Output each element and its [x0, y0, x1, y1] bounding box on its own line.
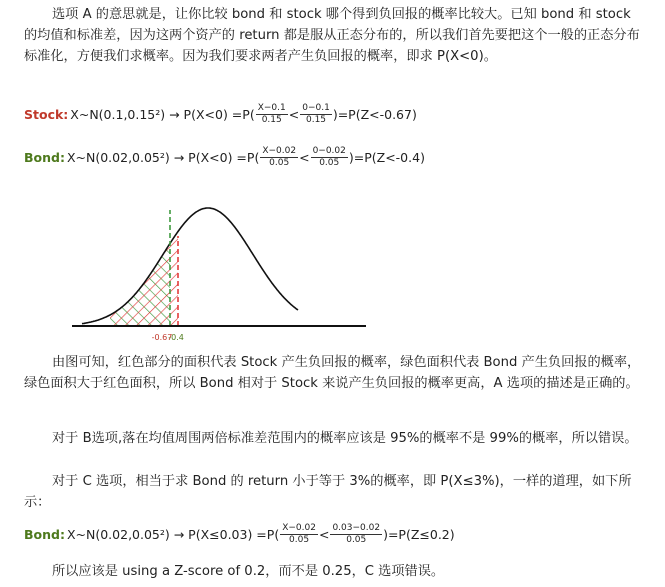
bond-fraction-1-numerator: X−0.02 — [262, 146, 297, 156]
stock-fraction-1 — [256, 103, 288, 126]
bell-curve — [82, 208, 298, 324]
bond2-result: )=P(Z≤0.2) — [383, 527, 455, 542]
bond2-label: Bond: — [24, 527, 65, 542]
bond2-fraction-1-numerator: X−0.02 — [282, 523, 316, 533]
bond2-fraction-2-numerator: 0.03−0.02 — [332, 523, 381, 533]
bond-fraction-1-denominator: 0.05 — [269, 158, 290, 168]
option-b-paragraph: 对于 B选项,落在均值周围两倍标准差范围内的概率应该是 95%的概率不是 99%的概率，所以错误。 — [52, 431, 638, 446]
bond-fraction-2 — [311, 146, 348, 169]
stock-distribution: X~N(0.1,0.15²) → P(X<0) =P( — [70, 107, 255, 122]
bond-fraction-1 — [260, 146, 298, 169]
stock-formula — [24, 103, 417, 126]
bond-fraction-2-denominator: 0.05 — [319, 158, 340, 168]
stock-fraction-1-numerator: X−0.1 — [257, 103, 286, 113]
bond-formula — [24, 146, 425, 169]
stock-less-than: < — [288, 107, 300, 122]
normal-distribution-figure — [70, 188, 370, 350]
stock-fraction-1-denominator: 0.15 — [261, 115, 282, 125]
option-c-paragraph: 对于 C 选项，相当于求 Bond 的 return 小于等于 3%的概率，即 P(X≤3%)，一样的道理，如下所示： — [24, 474, 632, 510]
bond-distribution: X~N(0.02,0.05²) → P(X<0) =P( — [66, 150, 260, 165]
label-bond-z: -0.4 — [168, 333, 184, 342]
bond-fraction-2-numerator: 0−0.02 — [312, 146, 346, 156]
bond-label: Bond: — [24, 150, 65, 165]
bond-less-than: < — [299, 150, 310, 165]
bond2-fraction-1-denominator: 0.05 — [289, 535, 310, 545]
bond-result: )=P(Z<-0.4) — [348, 150, 425, 165]
bond2-fraction-2-denominator: 0.05 — [346, 535, 367, 545]
bond2-fraction-2 — [330, 523, 382, 546]
explanation-paragraph: 由图可知，红色部分的面积代表 Stock 产生负回报的概率，绿色面积代表 Bond 产生负回报的概率，绿色面积大于红色面积，所以 Bond 相对于 Stock 来说产生负回报的概率更高，A 选项的描述是正确的。 — [24, 355, 641, 391]
stock-label: Stock: — [24, 107, 69, 122]
stock-fraction-2-denominator: 0.15 — [305, 115, 327, 125]
bond2-distribution: X~N(0.02,0.05²) → P(X≤0.03) =P( — [66, 527, 280, 542]
stock-fraction-2-numerator: 0−0.1 — [302, 103, 330, 113]
label-stock-z: -0.67 — [151, 333, 173, 342]
intro-paragraph: 选项 A 的意思就是，让你比较 bond 和 stock 哪个得到负回报的概率比较大。已知 bond 和 stock 的均值和标准差，因为这两个资产的 return 都是服从正态分布的，所以我们首先要把这个一般的正态分布标准化，方便我们求概率。因为我们要求两者产生负回报的概率，即求 P(X<0)。 — [24, 7, 640, 64]
bond2-less-than: < — [318, 527, 330, 542]
bond-formula-2 — [24, 523, 455, 546]
conclusion-paragraph: 所以应该是 using a Z-score of 0.2，而不是 0.25，C 选项错误。 — [52, 564, 445, 579]
stock-fraction-2 — [300, 103, 332, 126]
stock-result: )=P(Z<-0.67) — [332, 107, 417, 122]
bond2-fraction-1 — [280, 523, 318, 546]
